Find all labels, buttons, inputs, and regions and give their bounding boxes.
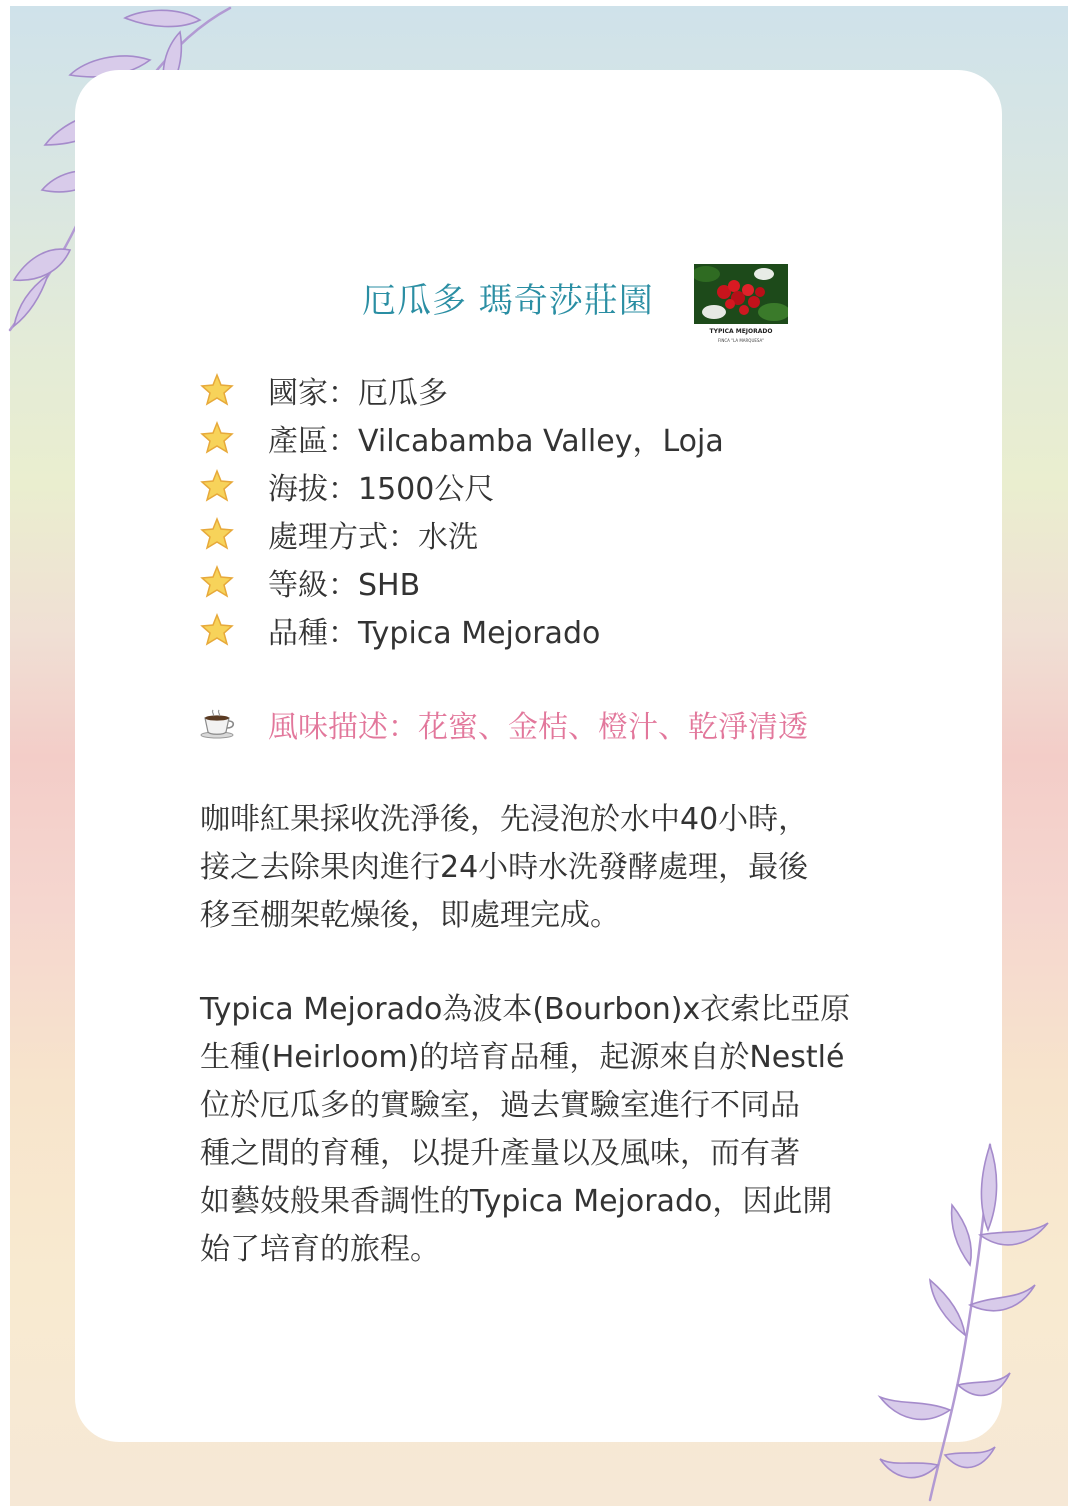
- variety-paragraph: [200, 986, 920, 1274]
- estate-logo: [694, 264, 790, 354]
- paragraph-line: 如藝妓般果香調性的Typica Mejorado，因此開: [200, 1184, 833, 1219]
- info-text: 海拔：1500公尺: [268, 472, 495, 507]
- logo-caption: TYPICA MEJORADO: [709, 328, 773, 335]
- info-list: [200, 366, 724, 654]
- paragraph-line: 種之間的育種，以提升產量以及風味，而有著: [200, 1136, 800, 1171]
- logo-subcaption: FINCA "LA MARQUESA": [717, 338, 765, 343]
- info-item-country: [200, 366, 724, 414]
- info-item-altitude: [200, 462, 724, 510]
- paragraph-line: 位於厄瓜多的實驗室，過去實驗室進行不同品: [200, 1088, 800, 1123]
- star-icon: [200, 469, 234, 503]
- leaf-sprig-bottom-right-icon: [870, 1135, 1060, 1505]
- info-item-process: [200, 510, 724, 558]
- paragraph-line: 移至棚架乾燥後，即處理完成。: [200, 898, 620, 933]
- star-icon: [200, 613, 234, 647]
- info-text: 品種：Typica Mejorado: [268, 616, 601, 651]
- star-icon: [200, 373, 234, 407]
- page-title: 厄瓜多 瑪奇莎莊園: [362, 280, 654, 321]
- star-icon: [200, 565, 234, 599]
- info-item-grade: [200, 558, 724, 606]
- star-icon: [200, 421, 234, 455]
- flavor-row: [200, 700, 808, 748]
- info-item-region: [200, 414, 724, 462]
- paragraph-line: Typica Mejorado為波本(Bourbon)x衣索比亞原: [200, 992, 851, 1027]
- info-text: 國家：厄瓜多: [268, 376, 448, 411]
- info-text: 處理方式：水洗: [268, 520, 478, 555]
- info-text: 等級：SHB: [268, 568, 421, 603]
- paragraph-line: 始了培育的旅程。: [200, 1232, 440, 1267]
- info-item-variety: [200, 606, 724, 654]
- coffee-cup-icon: [200, 709, 236, 739]
- paragraph-line: 接之去除果肉進行24小時水洗發酵處理，最後: [200, 850, 809, 885]
- paragraph-line: 生種(Heirloom)的培育品種，起源來自於Nestlé: [200, 1040, 845, 1075]
- process-paragraph: [200, 796, 920, 940]
- title-row: [362, 272, 654, 322]
- paragraph-line: 咖啡紅果採收洗淨後，先浸泡於水中40小時，: [200, 802, 809, 837]
- star-icon: [200, 517, 234, 551]
- coffee-cherry-photo: [694, 264, 788, 324]
- info-text: 產區：Vilcabamba Valley，Loja: [268, 424, 724, 459]
- flavor-description: 風味描述：花蜜、金桔、橙汁、乾淨清透: [268, 710, 808, 745]
